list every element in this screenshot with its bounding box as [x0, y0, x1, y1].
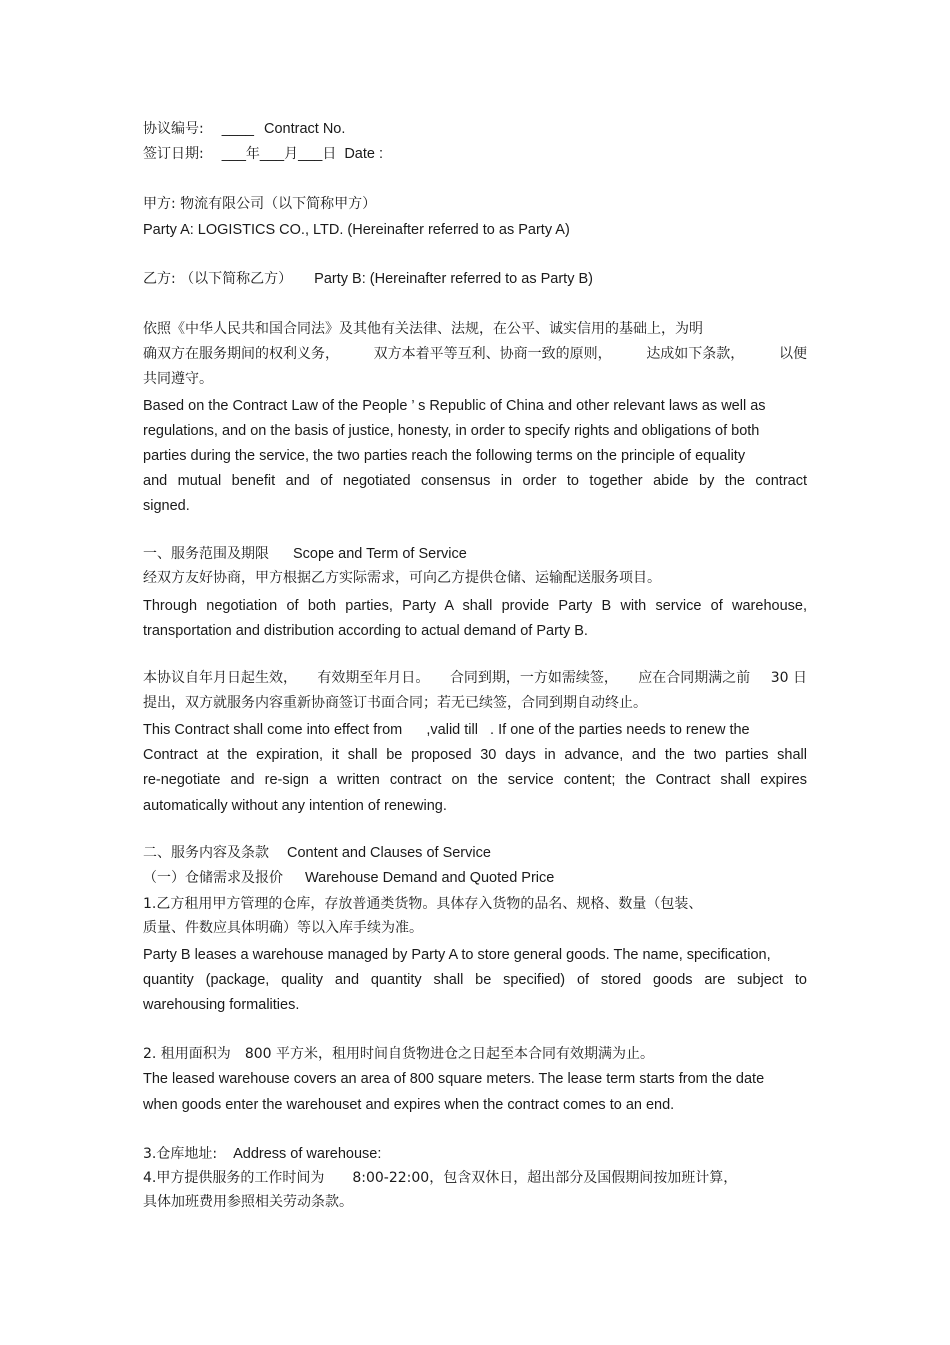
- section-1-p2-cn-line-2: 提出，双方就服务内容重新协商签订书面合同；若无已续签，合同到期自动终止。: [143, 695, 647, 711]
- date-line: [143, 145, 807, 163]
- preamble-en-line-5: signed.: [143, 498, 190, 514]
- section-2-heading: [143, 844, 807, 862]
- item-2-cn: [143, 1045, 807, 1063]
- section-1-p2-cn-line-1: [143, 669, 807, 687]
- section-1-p2-cn-1d: 应在合同期满之前: [638, 670, 751, 686]
- item-2-cn-b: 800 平方米，租用时间自货物进仓之日起至本合同有效期满为止。: [244, 1046, 654, 1062]
- section-1-p2-cn-1b: 有效期至年月日。: [317, 670, 430, 686]
- item-4-cn-line-1: [143, 1169, 807, 1187]
- party-b-line: [143, 270, 807, 288]
- item-3-en: Address of warehouse:: [233, 1146, 382, 1162]
- section-2-heading-en: Content and Clauses of Service: [287, 845, 491, 861]
- preamble-cn-line-2d: 以便: [778, 346, 807, 362]
- section-1-p1-cn: 经双方友好协商，甲方根据乙方实际需求，可向乙方提供仓储、运输配送服务项目。: [143, 570, 661, 586]
- contract-no-line: [143, 120, 807, 138]
- party-b-en: Party B: (Hereinafter referred to as Party B): [314, 271, 593, 287]
- preamble-cn-line-2b: 双方本着平等互利、协商一致的原则，: [373, 346, 612, 362]
- section-2-sub1: [143, 869, 807, 887]
- preamble-cn-line-3: 共同遵守。: [143, 371, 213, 387]
- preamble-cn-line-2: [143, 345, 807, 363]
- item-2-cn-a: 2. 租用面积为: [143, 1046, 231, 1062]
- section-1-p2-en-line-4: automatically without any intention of renewing.: [143, 798, 447, 814]
- section-1-p2-cn-1a: 本协议自年月日起生效，: [143, 670, 297, 686]
- contract-no-blank: ____: [221, 121, 254, 137]
- item-2-en-line-2: when goods enter the warehouset and expires when the contract comes to an end.: [143, 1097, 675, 1113]
- date-blank-2: ___: [259, 146, 285, 162]
- preamble-en-line-3: parties during the service, the two parties reach the following terms on the principle of equality: [143, 448, 746, 464]
- section-1-p1-en-line-1: Through negotiation of both parties, Party A shall provide Party B with service of warehouse,: [143, 598, 807, 614]
- section-1-heading: [143, 545, 807, 563]
- item-1-cn-line-1: 1.乙方租用甲方管理的仓库，存放普通类货物。具体存入货物的品名、规格、数量（包装、: [143, 896, 703, 912]
- section-2-heading-cn: 二、服务内容及条款: [143, 845, 269, 861]
- item-1-en-line-1: Party B leases a warehouse managed by Party A to store general goods. The name, specification,: [143, 947, 771, 963]
- preamble-en-line-1: Based on the Contract Law of the People ’ s Republic of China and other relevant laws as well as: [143, 398, 766, 414]
- contract-no-en: Contract No.: [263, 121, 346, 137]
- section-1-p2-en-line-2: Contract at the expiration, it shall be proposed 30 days in advance, and the two parties shall: [143, 747, 807, 763]
- section-2-sub1-en: Warehouse Demand and Quoted Price: [305, 870, 555, 886]
- item-4-cn-a: 4.甲方提供服务的工作时间为: [143, 1170, 325, 1186]
- section-1-p1-en-line-2: transportation and distribution according to actual demand of Party B.: [143, 623, 588, 639]
- item-4-cn-line-2: 具体加班费用参照相关劳动条款。: [143, 1194, 353, 1210]
- preamble-en-line-4: and mutual benefit and of negotiated consensus in order to together abide by the contract: [143, 473, 807, 489]
- party-b-cn: 乙方: （以下简称乙方）: [143, 271, 293, 287]
- date-blank-3: ___: [298, 146, 323, 162]
- month-char: 月: [284, 146, 299, 162]
- preamble-cn-line-1: 依照《中华人民共和国合同法》及其他有关法律、法规，在公平、诚实信用的基础上，为明: [143, 321, 703, 337]
- item-3-cn: 3.仓库地址:: [143, 1146, 218, 1162]
- date-label: 签订日期:: [143, 146, 204, 162]
- item-2-en-line-1: The leased warehouse covers an area of 800 square meters. The lease term starts from the date: [143, 1071, 765, 1087]
- day-char: 日: [322, 146, 337, 162]
- item-1-en-line-3: warehousing formalities.: [143, 997, 300, 1013]
- item-3: [143, 1145, 807, 1163]
- preamble-cn-line-2c: 达成如下条款，: [646, 346, 745, 362]
- item-1-cn-line-2: 质量、件数应具体明确）等以入库手续为准。: [143, 920, 423, 936]
- section-1-heading-cn: 一、服务范围及期限: [143, 546, 269, 562]
- party-a-en: Party A: LOGISTICS CO., LTD. (Hereinafter referred to as Party A): [143, 222, 570, 238]
- section-1-p2-en-line-3: re-negotiate and re-sign a written contract on the service content; the Contract shall expires: [143, 772, 807, 788]
- section-1-p2-cn-1e: 30 日: [770, 670, 807, 686]
- year-char: 年: [245, 146, 260, 162]
- contract-no-label: 协议编号:: [143, 121, 204, 137]
- section-1-p2-cn-1c: 合同到期，一方如需续签，: [449, 670, 618, 686]
- section-1-p2-en-line-1: This Contract shall come into effect from ,valid till . If one of the parties needs to renew the: [143, 722, 750, 738]
- party-a-cn: 甲方: 物流有限公司（以下简称甲方）: [143, 196, 377, 212]
- date-blank-1: ___: [221, 146, 246, 162]
- item-1-en-line-2: quantity (package, quality and quantity shall be specified) of stored goods are subject to: [143, 972, 807, 988]
- date-en: Date :: [344, 146, 384, 162]
- preamble-en-line-2: regulations, and on the basis of justice, honesty, in order to specify rights and obligations of both: [143, 423, 760, 439]
- preamble-cn-line-2a: 确双方在服务期间的权利义务，: [143, 346, 339, 362]
- item-4-cn-b: 8:00-22:00，包含双休日，超出部分及国假期间按加班计算，: [352, 1170, 738, 1186]
- section-2-sub1-cn: （一）仓储需求及报价: [143, 870, 283, 886]
- section-1-heading-en: Scope and Term of Service: [293, 546, 467, 562]
